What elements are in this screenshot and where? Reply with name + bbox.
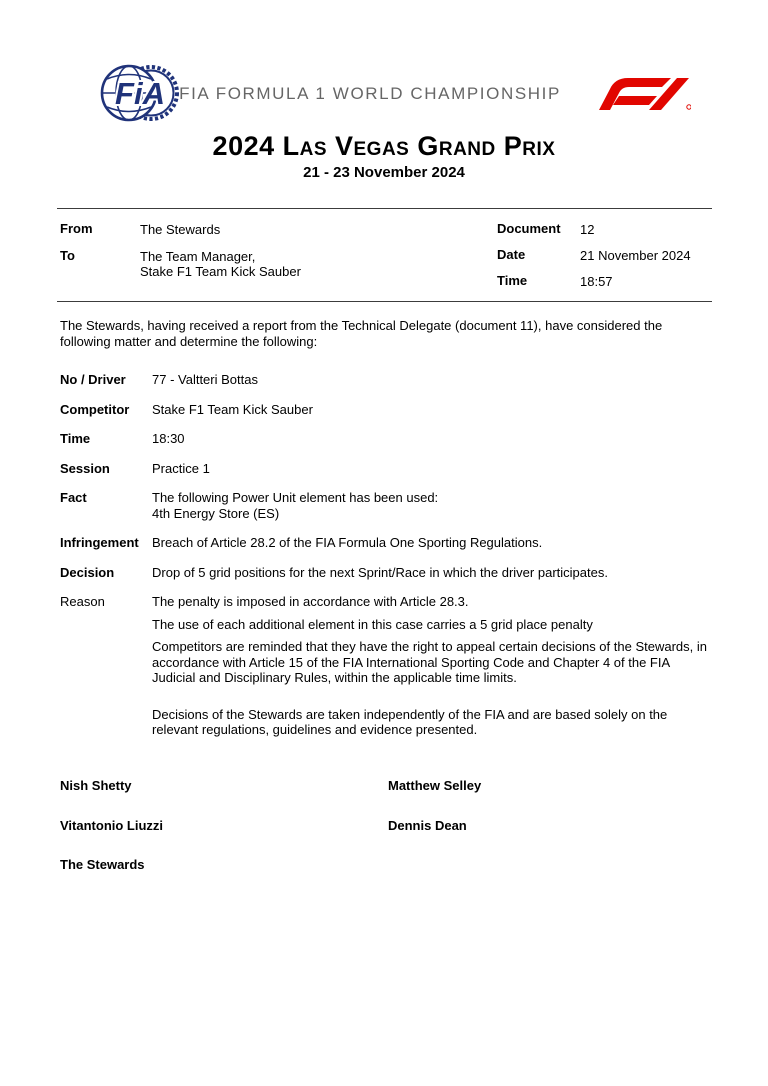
steward-name-dennis-dean: Dennis Dean xyxy=(388,817,467,833)
date-value: 21 November 2024 xyxy=(580,248,691,263)
reason-label: Reason xyxy=(60,594,105,609)
competitor-value: Stake F1 Team Kick Sauber xyxy=(152,401,313,417)
detail-row-competitor xyxy=(60,402,712,418)
fact-label: Fact xyxy=(60,490,87,505)
detail-row-time xyxy=(60,431,712,447)
event-dates: 21 - 23 November 2024 xyxy=(303,164,465,181)
date-label: Date xyxy=(497,247,526,262)
signature-row-3 xyxy=(60,857,712,873)
fact-value xyxy=(152,490,712,521)
decision-value: Drop of 5 grid positions for the next Sprint/Race in which the driver participates. xyxy=(152,564,608,580)
fia-logo-letters: FiA xyxy=(115,76,165,111)
detail-row-session xyxy=(60,461,712,477)
signature-row-1 xyxy=(60,778,712,794)
detail-row-infringement xyxy=(60,535,712,551)
detail-row-reason xyxy=(60,594,712,745)
event-title: 2024 Las Vegas Grand Prix xyxy=(212,131,556,161)
intro-paragraph: The Stewards, having received a report from the Technical Delegate (document 11), have considered the following matter and determine the following: xyxy=(60,318,663,349)
signature-row-2 xyxy=(60,818,712,834)
infringement-value: Breach of Article 28.2 of the FIA Formula One Sporting Regulations. xyxy=(152,535,543,550)
detail-row-fact xyxy=(60,490,712,521)
from-label: From xyxy=(60,221,93,236)
reason-paragraph-1: The penalty is imposed in accordance with Article 28.3. xyxy=(152,594,469,609)
time-label: Time xyxy=(497,273,528,288)
to-value-line2: Stake F1 Team Kick Sauber xyxy=(140,264,301,279)
reason-paragraph-2: The use of each additional element in this case carries a 5 grid place penalty xyxy=(152,616,593,632)
reason-value xyxy=(152,594,712,745)
to-value-line1: The Team Manager, xyxy=(140,249,256,264)
divider-top xyxy=(57,208,712,209)
fact-value-line1: The following Power Unit element has been used: xyxy=(152,490,439,505)
no-driver-label: No / Driver xyxy=(60,372,126,387)
steward-name-nish-shetty: Nish Shetty xyxy=(60,778,132,793)
time-value: 18:57 xyxy=(580,274,613,289)
fact-value-line2: 4th Energy Store (ES) xyxy=(152,505,280,521)
the-stewards-signoff: The Stewards xyxy=(60,857,145,872)
to-label: To xyxy=(60,248,75,263)
decision-label: Decision xyxy=(60,564,115,580)
steward-name-matthew-selley: Matthew Selley xyxy=(388,778,482,793)
document-label: Document xyxy=(497,221,561,236)
f1-logo-icon xyxy=(599,76,691,115)
from-value: The Stewards xyxy=(140,222,221,237)
competitor-label: Competitor xyxy=(60,401,130,417)
infringement-label: Infringement xyxy=(60,535,139,550)
detail-row-decision xyxy=(60,565,712,581)
document-value: 12 xyxy=(580,222,595,237)
document-body xyxy=(60,318,712,745)
steward-name-vitantonio-liuzzi: Vitantonio Liuzzi xyxy=(60,817,164,833)
signatures-block xyxy=(60,778,712,897)
session-value: Practice 1 xyxy=(152,460,210,476)
session-label: Session xyxy=(60,460,110,476)
championship-title: FIA FORMULA 1 WORLD CHAMPIONSHIP xyxy=(179,84,561,103)
detail-row-no-driver xyxy=(60,372,712,388)
time-row-value: 18:30 xyxy=(152,431,185,446)
divider-bottom xyxy=(57,301,712,302)
no-driver-value: 77 - Valtteri Bottas xyxy=(152,372,258,387)
reason-paragraph-3: Competitors are reminded that they have the right to appeal certain decisions of the Stewards, in accordance with Article 15 of the FIA International Sporting Code and Chapter 4 of the FIA Judicial and Disciplinary Rules, within the applicable time limits. xyxy=(152,639,707,685)
reason-paragraph-4: Decisions of the Stewards are taken independently of the FIA and are based solely on the relevant regulations, guidelines and evidence presented. xyxy=(152,706,668,737)
time-row-label: Time xyxy=(60,431,91,446)
